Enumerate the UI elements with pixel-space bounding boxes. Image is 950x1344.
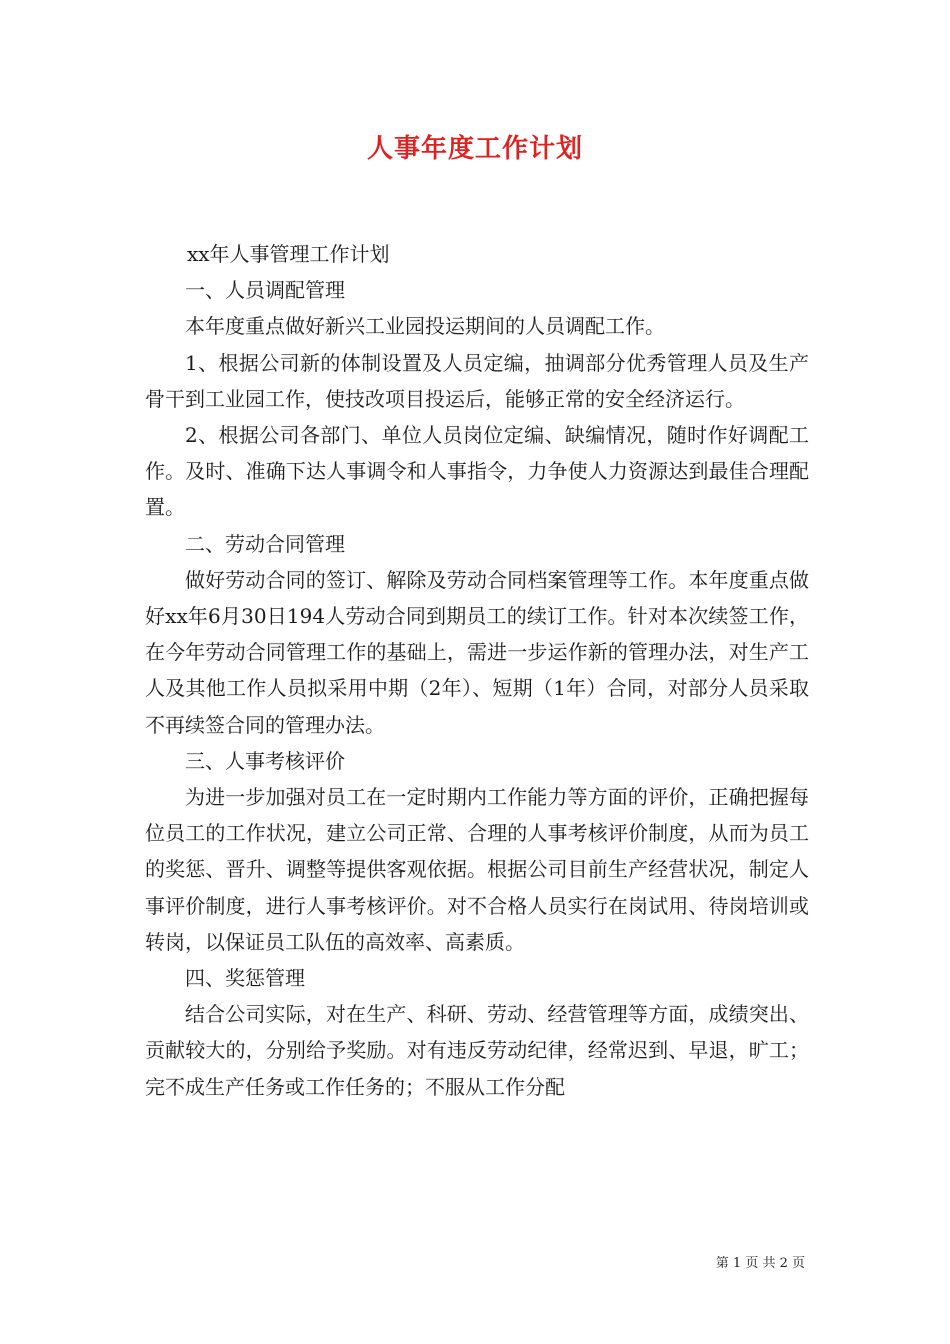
- plan-heading: xx年人事管理工作计划: [187, 242, 390, 266]
- section-heading-contracts: 二、劳动合同管理: [185, 531, 345, 556]
- paragraph-staffing-item-1: 1、根据公司新的体制设置及人员定编，抽调部分优秀管理人员及生产骨干到工业园工作，使技改项目投运后，能够正常的安全经济运行。: [145, 350, 809, 411]
- section-heading-rewards: 四、奖惩管理: [185, 966, 305, 991]
- section-heading-staffing: 一、人员调配管理: [185, 278, 345, 303]
- paragraph-staffing-item-2: 2、根据公司各部门、单位人员岗位定编、缺编情况，随时作好调配工作。及时、准确下达人事调令和人事指令，力争使人力资源达到最佳合理配置。: [145, 423, 809, 520]
- paragraph-contracts: 做好劳动合同的签订、解除及劳动合同档案管理等工作。本年度重点做好xx年6月30日194人劳动合同到期员工的续订工作。针对本次续签工作，在今年劳动合同管理工作的基础上，需进一步运作新的管理办法，对生产工人及其他工作人员拟采用中期（2年）、短期（1年）合同，对部分人员采取不再续签合同的管理办法。: [145, 567, 809, 737]
- page-number-footer: 第 1 页 共 2 页: [715, 1256, 805, 1271]
- section-heading-evaluation: 三、人事考核评价: [185, 748, 345, 773]
- document-body: [145, 236, 809, 1105]
- paragraph-rewards: 结合公司实际，对在生产、科研、劳动、经营管理等方面，成绩突出、贡献较大的，分别给予奖励。对有违反劳动纪律，经常迟到、早退，旷工；完不成生产任务或工作任务的；不服从工作分配: [145, 1002, 809, 1099]
- document-title: 人事年度工作计划: [366, 134, 583, 164]
- paragraph-evaluation: 为进一步加强对员工在一定时期内工作能力等方面的评价，正确把握每位员工的工作状况，建立公司正常、合理的人事考核评价制度，从而为员工的奖惩、晋升、调整等提供客观依据。根据公司目前生产经营状况，制定人事评价制度，进行人事考核评价。对不合格人员实行在岗试用、待岗培训或转岗，以保证员工队伍的高效率、高素质。: [145, 785, 809, 954]
- paragraph-staffing-intro: 本年度重点做好新兴工业园投运期间的人员调配工作。: [185, 314, 665, 339]
